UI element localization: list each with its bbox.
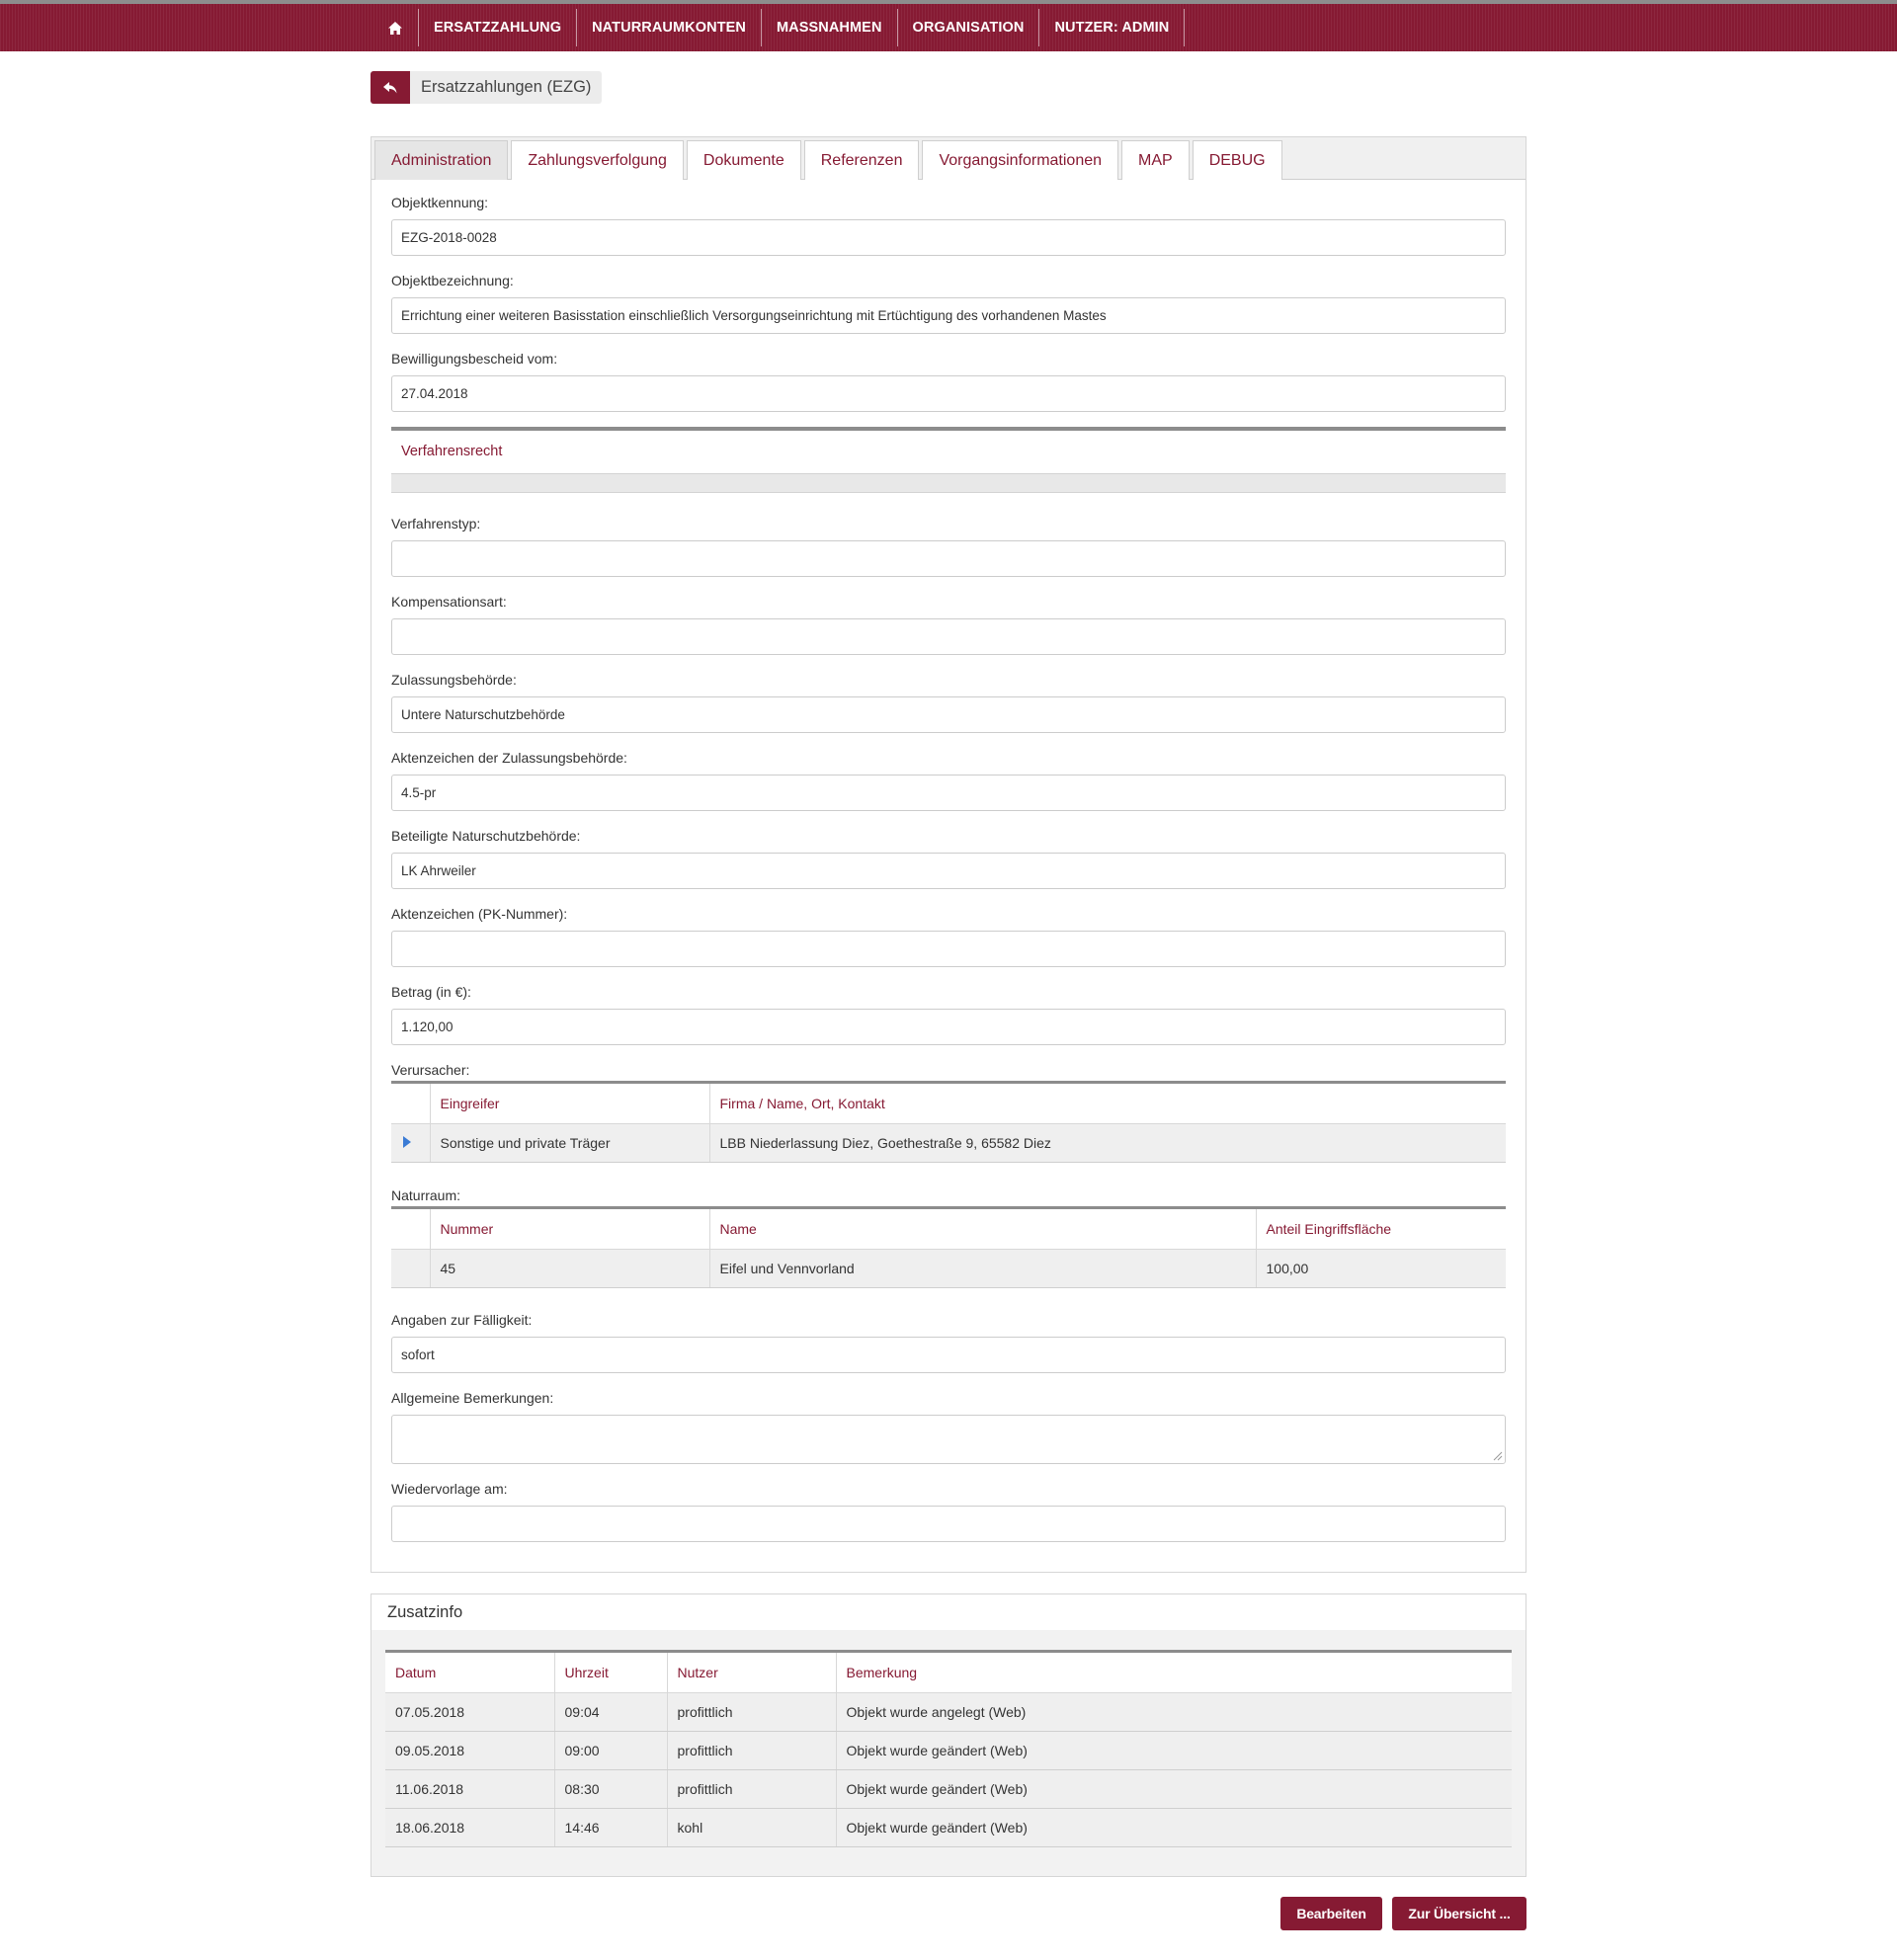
table-cell: Sonstige und private Träger <box>430 1123 709 1162</box>
section-band <box>391 473 1506 493</box>
wiedervorlage-label: Wiedervorlage am: <box>391 1481 508 1497</box>
section-divider <box>391 427 1506 431</box>
nav-ersatzzahlung[interactable]: ERSATZZAHLUNG <box>419 9 577 46</box>
objektkennung-label: Objektkennung: <box>391 195 489 210</box>
table-header-cell <box>391 1209 430 1249</box>
table-cell: 09:00 <box>554 1731 667 1769</box>
table-header-cell[interactable]: Nutzer <box>667 1653 836 1692</box>
table-cell: 07.05.2018 <box>385 1692 554 1731</box>
table-cell: 100,00 <box>1256 1249 1506 1287</box>
table-cell: Objekt wurde geändert (Web) <box>836 1731 1512 1769</box>
nav-user-admin[interactable]: NUTZER: ADMIN <box>1039 9 1185 46</box>
tab-administration[interactable]: Administration <box>374 140 508 180</box>
table-header-row <box>391 1084 1506 1123</box>
objektkennung-field[interactable]: EZG-2018-0028 <box>391 219 1506 256</box>
table-cell: profittlich <box>667 1731 836 1769</box>
nav-massnahmen[interactable]: MASSNAHMEN <box>762 9 898 46</box>
faelligkeit-label: Angaben zur Fälligkeit: <box>391 1312 533 1328</box>
breadcrumb-title: Ersatzzahlungen (EZG) <box>410 71 602 104</box>
bemerkungen-label: Allgemeine Bemerkungen: <box>391 1390 554 1406</box>
reply-arrow-icon <box>383 82 397 94</box>
overview-button[interactable]: Zur Übersicht ... <box>1392 1897 1526 1930</box>
table-cell: LBB Niederlassung Diez, Goethestraße 9, 65582 Diez <box>709 1123 1506 1162</box>
table-cell: 45 <box>430 1249 709 1287</box>
tab-referenzen[interactable]: Referenzen <box>804 140 920 180</box>
table-row[interactable] <box>391 1123 1506 1162</box>
faelligkeit-field[interactable]: sofort <box>391 1337 1506 1373</box>
objektbezeichnung-label: Objektbezeichnung: <box>391 273 514 288</box>
bewilligungsbescheid-label: Bewilligungsbescheid vom: <box>391 351 558 367</box>
table-cell: 11.06.2018 <box>385 1769 554 1808</box>
table-cell: profittlich <box>667 1769 836 1808</box>
back-button[interactable] <box>371 71 410 104</box>
table-row[interactable] <box>391 1249 1506 1287</box>
nav-home[interactable] <box>372 9 419 46</box>
table-row <box>385 1769 1512 1808</box>
betrag-label: Betrag (in €): <box>391 984 471 1000</box>
betrag-field[interactable]: 1.120,00 <box>391 1009 1506 1045</box>
beteiligte-naturschutz-field[interactable]: LK Ahrweiler <box>391 853 1506 889</box>
naturraum-table <box>391 1209 1506 1288</box>
verfahrenstyp-field[interactable] <box>391 540 1506 577</box>
aktenzeichen-zulassung-field[interactable]: 4.5-pr <box>391 775 1506 811</box>
table-header-cell[interactable]: Name <box>709 1209 1256 1249</box>
kompensationsart-label: Kompensationsart: <box>391 594 507 610</box>
verfahrenstyp-label: Verfahrenstyp: <box>391 516 481 531</box>
zusatzinfo-table <box>385 1653 1512 1847</box>
table-row <box>385 1808 1512 1846</box>
nav-naturraumkonten[interactable]: NATURRAUMKONTEN <box>577 9 762 46</box>
aktenzeichen-zulassung-label: Aktenzeichen der Zulassungsbehörde: <box>391 750 627 766</box>
bewilligungsbescheid-field[interactable]: 27.04.2018 <box>391 375 1506 412</box>
table-header-cell[interactable]: Datum <box>385 1653 554 1692</box>
zusatzinfo-panel <box>371 1593 1526 1877</box>
nav-organisation[interactable]: ORGANISATION <box>898 9 1040 46</box>
aktenzeichen-pk-label: Aktenzeichen (PK-Nummer): <box>391 906 568 922</box>
aktenzeichen-pk-field[interactable] <box>391 931 1506 967</box>
zulassungsbehoerde-label: Zulassungsbehörde: <box>391 672 517 688</box>
table-cell: Eifel und Vennvorland <box>709 1249 1256 1287</box>
table-header-cell[interactable]: Anteil Eingriffsfläche <box>1256 1209 1506 1249</box>
zulassungsbehoerde-field[interactable]: Untere Naturschutzbehörde <box>391 696 1506 733</box>
tab-map[interactable]: MAP <box>1121 140 1190 180</box>
table-cell: Objekt wurde geändert (Web) <box>836 1808 1512 1846</box>
table-header-cell[interactable]: Nummer <box>430 1209 709 1249</box>
section-title-verfahrensrecht: Verfahrensrecht <box>401 444 503 459</box>
table-cell: Objekt wurde geändert (Web) <box>836 1769 1512 1808</box>
main-navbar <box>0 4 1897 51</box>
bemerkungen-textarea[interactable] <box>391 1415 1506 1464</box>
tab-vorgangsinformationen[interactable]: Vorgangsinformationen <box>922 140 1118 180</box>
table-row <box>385 1692 1512 1731</box>
wiedervorlage-field[interactable] <box>391 1506 1506 1542</box>
table-header-row <box>385 1653 1512 1692</box>
resize-grip-icon[interactable] <box>1493 1451 1503 1461</box>
table-header-cell <box>391 1084 430 1123</box>
table-cell: kohl <box>667 1808 836 1846</box>
tab-zahlungsverfolgung[interactable]: Zahlungsverfolgung <box>511 140 684 180</box>
verursacher-table <box>391 1084 1506 1163</box>
nav-menu <box>372 9 1185 46</box>
zusatzinfo-title: Zusatzinfo <box>371 1594 1526 1630</box>
home-icon <box>388 22 402 35</box>
row-selector[interactable] <box>391 1249 430 1287</box>
table-cell: 09:04 <box>554 1692 667 1731</box>
beteiligte-naturschutz-label: Beteiligte Naturschutzbehörde: <box>391 828 581 844</box>
table-row <box>385 1731 1512 1769</box>
row-expander[interactable] <box>391 1123 430 1162</box>
table-cell: 14:46 <box>554 1808 667 1846</box>
table-cell: 18.06.2018 <box>385 1808 554 1846</box>
table-header-cell[interactable]: Eingreifer <box>430 1084 709 1123</box>
verursacher-label: Verursacher: <box>391 1062 470 1078</box>
edit-button[interactable]: Bearbeiten <box>1280 1897 1382 1930</box>
naturraum-label: Naturraum: <box>391 1187 461 1203</box>
table-cell: 08:30 <box>554 1769 667 1808</box>
table-header-cell[interactable]: Bemerkung <box>836 1653 1512 1692</box>
expand-triangle-icon <box>403 1136 411 1148</box>
detail-panel <box>371 136 1526 1573</box>
table-cell: 09.05.2018 <box>385 1731 554 1769</box>
table-cell: Objekt wurde angelegt (Web) <box>836 1692 1512 1731</box>
table-header-cell[interactable]: Uhrzeit <box>554 1653 667 1692</box>
tab-debug[interactable]: DEBUG <box>1193 140 1282 180</box>
kompensationsart-field[interactable] <box>391 618 1506 655</box>
table-cell: profittlich <box>667 1692 836 1731</box>
table-header-row <box>391 1209 1506 1249</box>
table-header-cell[interactable]: Firma / Name, Ort, Kontakt <box>709 1084 1506 1123</box>
tab-bar <box>371 137 1526 180</box>
tab-dokumente[interactable]: Dokumente <box>687 140 801 180</box>
objektbezeichnung-field[interactable]: Errichtung einer weiteren Basisstation einschließlich Versorgungseinrichtung mit Ertüchtigung des vorhandenen Mastes <box>391 297 1506 334</box>
